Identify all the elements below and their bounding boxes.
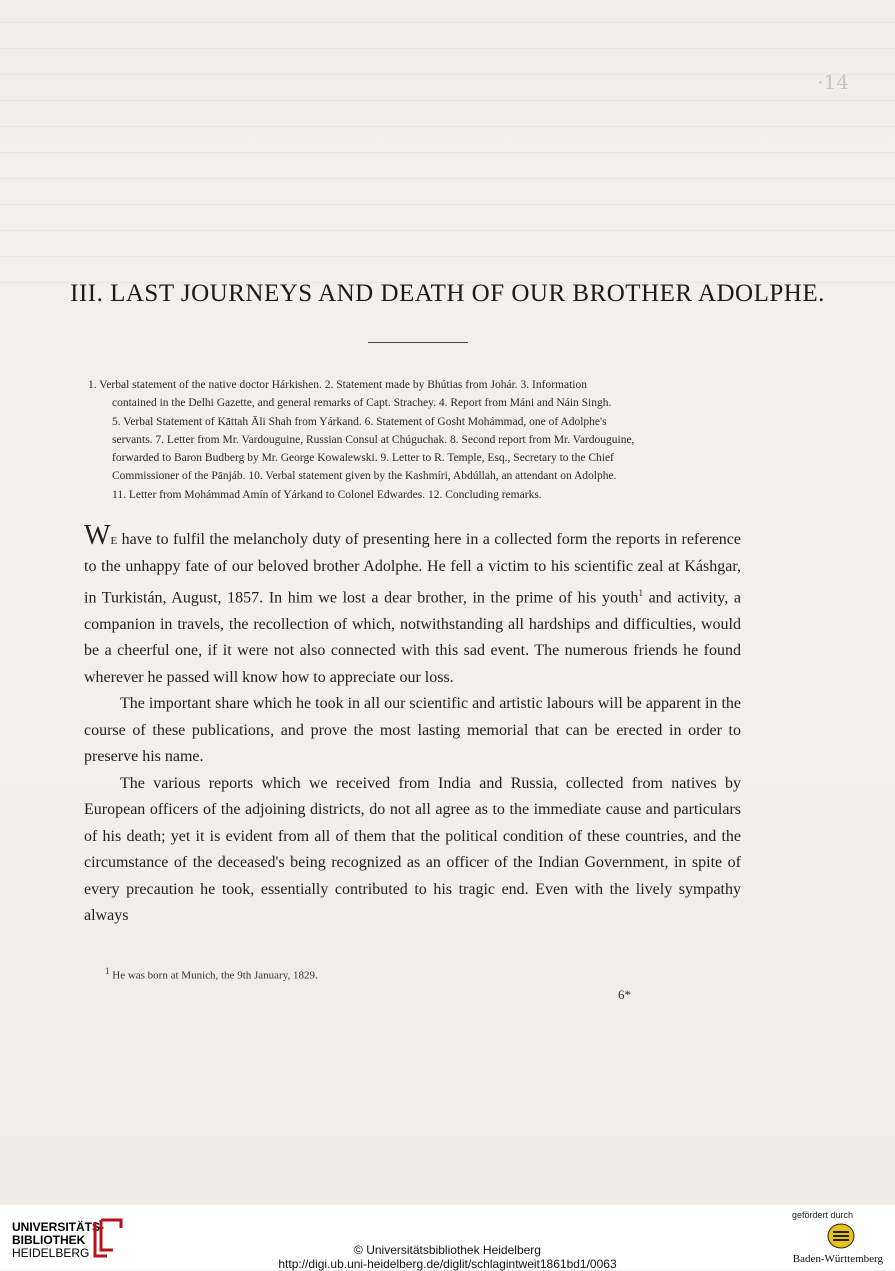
funded-by-label: gefördert durch bbox=[791, 1210, 853, 1220]
drop-initial-rest: e bbox=[110, 531, 118, 548]
summary-line: servants. 7. Letter from Mr. Vardouguine, Russian Consul at Chúguchak. 8. Second report from Mr. Vardouguine, bbox=[112, 433, 635, 446]
copyright-block bbox=[0, 1243, 895, 1271]
footnote-mark: 1 bbox=[105, 966, 110, 976]
footnote-ref: 1 bbox=[638, 588, 643, 598]
copyright-text: © Universitätsbibliothek Heidelberg bbox=[354, 1243, 541, 1257]
paragraph-2: The important share which he took in all our scientific and artistic labours will be apparent in the course of these publications, and prove the most lasting memorial that can be erected in order to preserve his name. bbox=[84, 695, 741, 766]
drop-initial: W bbox=[84, 520, 111, 551]
footnote-text: He was born at Munich, the 9th January, 1829. bbox=[109, 969, 318, 982]
summary-line: forwarded to Baron Budberg by Mr. George Kowalewski. 9. Letter to R. Temple, Esq., Secretary to the Chief bbox=[112, 452, 614, 465]
summary-line: 5. Verbal Statement of Kāttah Āli Shah from Yárkand. 6. Statement of Gosht Mohámmad, one of Adolphe's bbox=[112, 415, 607, 428]
signature-mark: 6* bbox=[618, 987, 631, 1002]
paragraph-1-end: and activity, a companion in travels, the recollection of which, notwithstanding all hardships and difficulties, would be a cheerful one, if it were not also connected with this sad event. The numerous friends he found wherever he passed will know how to appreciate our loss. bbox=[84, 589, 742, 686]
chapter-title: III. LAST JOURNEYS AND DEATH OF OUR BROTHER ADOLPHE. bbox=[70, 280, 825, 307]
summary-line: contained in the Delhi Gazette, and general remarks of Capt. Strachey. 4. Report from Máni and Náin Singh. bbox=[112, 397, 612, 410]
bleed-through-text bbox=[0, 0, 895, 300]
crest-icon bbox=[827, 1222, 855, 1250]
chapter-summary bbox=[88, 376, 744, 504]
summary-line: 1. Verbal statement of the native doctor Hárkishen. 2. Statement made by Bhútias from Johár. 3. Information bbox=[88, 379, 587, 391]
logo-line-3: HEIDELBERG bbox=[12, 1246, 90, 1260]
logo-line-1: UNIVERSITÄTS- bbox=[12, 1220, 105, 1234]
funder-name[interactable]: Baden-Württemberg bbox=[792, 1253, 883, 1265]
page-marker: ·14 bbox=[817, 70, 849, 94]
title-divider bbox=[368, 342, 468, 343]
footnote bbox=[105, 966, 318, 982]
paragraph-1-text: have to fulfil the melancholy duty of presenting here in a collected form the reports in reference to the unhappy fate of our beloved brother Adolphe. He fell a victim to his scientific zeal at Káshgar, in Turkistán, August, 1857. In him we lost a dear brother, in the prime of his youth bbox=[84, 531, 741, 607]
permalink[interactable]: http://digi.ub.uni-heidelberg.de/diglit/schlagintweit1861bd1/0063 bbox=[278, 1257, 617, 1271]
paragraph-1 bbox=[84, 520, 742, 691]
paragraph-3: The various reports which we received from India and Russia, collected from natives by European officers of the adjoining districts, do not all agree as to the immediate cause and particulars of his death; yet it is evident from all of them that the political condition of these countries, and the circumstance of the deceased's being recognized as an officer of the Indian Government, in spite of every precaution he took, essentially contributed to his tragic end. Even with the lively sympathy always bbox=[84, 774, 741, 925]
body-text bbox=[84, 520, 742, 930]
logo-line-2: BIBLIOTHEK bbox=[12, 1233, 86, 1247]
summary-line: Commissioner of the Pānjáb. 10. Verbal statement given by the Kashmíri, Abdúllah, an attendant on Adolphe. bbox=[112, 470, 617, 483]
summary-line: 11. Letter from Mohámmad Amín of Yárkand to Colonel Edwardes. 12. Concluding remarks. bbox=[112, 488, 542, 501]
